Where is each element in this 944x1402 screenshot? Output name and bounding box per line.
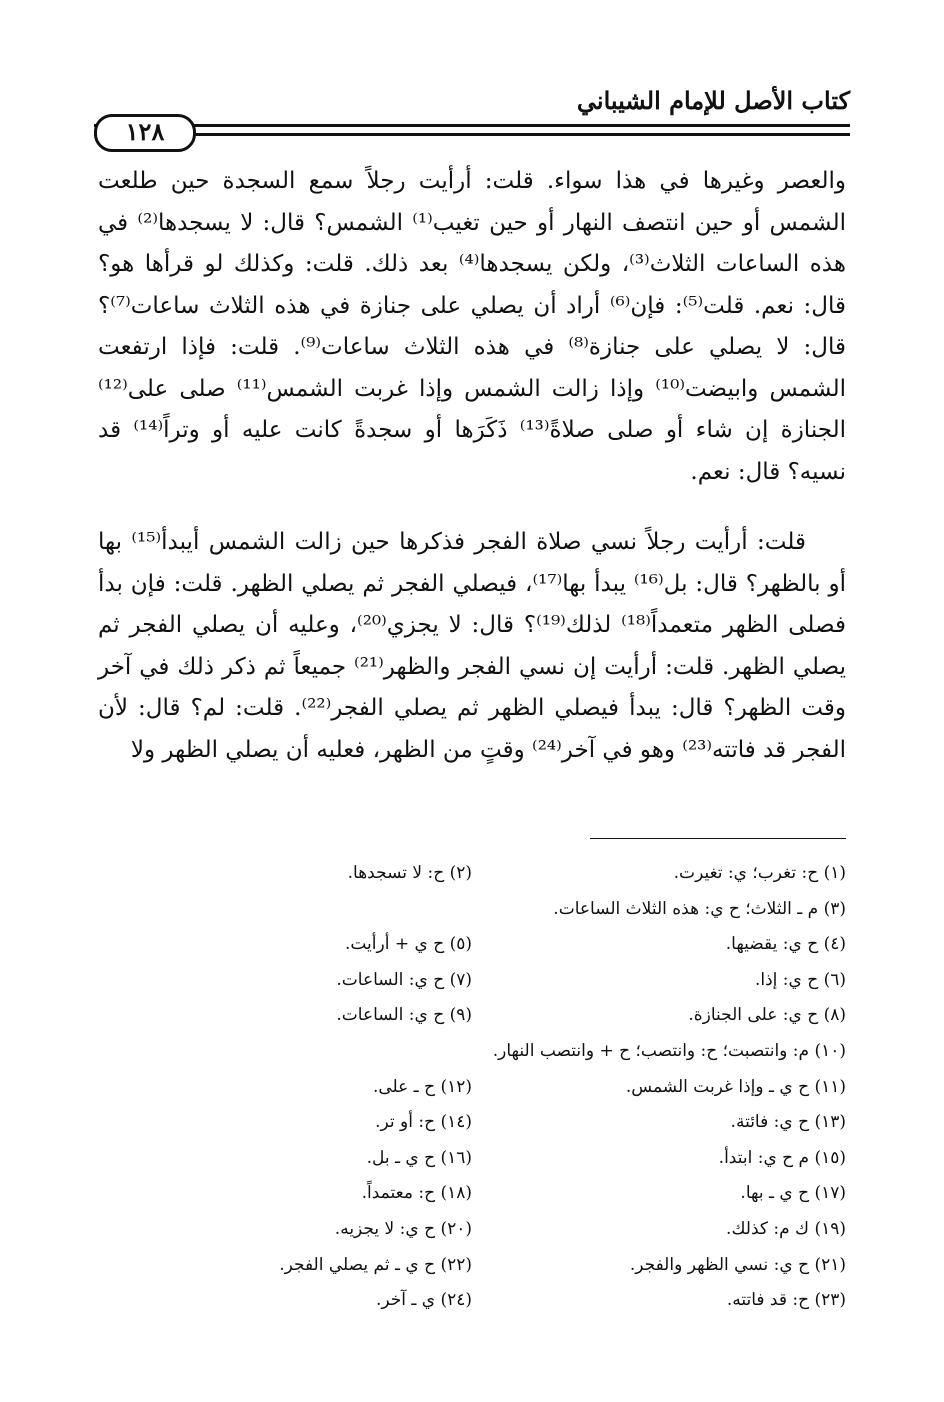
footnote-16: (١٦) ح ي ـ بل. bbox=[366, 1147, 472, 1168]
footnote-6: (٦) ح ي: إذا. bbox=[754, 969, 846, 990]
footnote-1: (١) ح: تغرب؛ ي: تغيرت. bbox=[673, 863, 846, 883]
footnote-10: (١٠) م: وانتصبت؛ ح: وانتصب؛ ح + وانتصب النهار. bbox=[492, 1040, 846, 1061]
footnote-15: (١٥) م ح ي: ابتدأ. bbox=[718, 1147, 846, 1168]
footnote-row bbox=[98, 856, 846, 892]
footnote-11: (١١) ح ي ـ وإذا غربت الشمس. bbox=[625, 1076, 846, 1097]
footnote-2: (٢) ح: لا تسجدها. bbox=[347, 863, 472, 883]
footnote-14: (١٤) ح: أو تر. bbox=[375, 1112, 472, 1133]
footnote-24: (٢٤) ي ـ آخر. bbox=[375, 1290, 472, 1311]
paragraph-2: قلت: أرأيت رجلاً نسي صلاة الفجر فذكرها حين زالت الشمس أيبدأ⁽¹⁵⁾ بها أو بالظهر؟ قال: بل⁽¹⁶⁾ يبدأ بها⁽¹⁷⁾، فيصلي الفجر ثم يصلي الظهر. قلت: فإن بدأ فصلى الظهر متعمداً⁽¹⁸⁾ لذلك⁽¹⁹⁾؟ قال: لا يجزي⁽²⁰⁾، وعليه أن يصلي الفجر ثم يصلي الظهر. قلت: أرأيت إن نسي الفجر والظهر⁽²¹⁾ جميعاً ثم ذكر ذلك في آخر وقت الظهر؟ قال: يبدأ فيصلي الظهر ثم يصلي الفجر⁽²²⁾. قلت: لم؟ قال: لأن الفجر قد فاتته⁽²³⁾ وهو في آخر⁽²⁴⁾ وقتٍ من الظهر، فعليه أن يصلي الظهر ولا bbox=[98, 529, 846, 763]
footnote-row bbox=[98, 1034, 846, 1070]
footnote-23: (٢٣) ح: قد فاتته. bbox=[726, 1290, 846, 1311]
footnote-row bbox=[98, 1212, 846, 1248]
footnote-12: (١٢) ح ـ على. bbox=[372, 1076, 472, 1097]
footnote-21: (٢١) ح ي: نسي الظهر والفجر. bbox=[629, 1254, 846, 1275]
book-title: كتاب الأصل للإمام الشيباني bbox=[576, 86, 850, 115]
footnote-row bbox=[98, 1176, 846, 1212]
footnote-row bbox=[98, 1248, 846, 1284]
footnote-18: (١٨) ح: معتمداً. bbox=[361, 1183, 472, 1204]
footnote-row bbox=[98, 892, 846, 928]
footnote-19: (١٩) ك م: كذلك. bbox=[726, 1218, 846, 1239]
footnote-row bbox=[98, 1070, 846, 1106]
footnote-4: (٤) ح ي: يقضيها. bbox=[725, 934, 846, 955]
header-rule-bottom bbox=[94, 133, 850, 136]
header-rule-top bbox=[94, 124, 850, 127]
footnote-9: (٩) ح ي: الساعات. bbox=[336, 1005, 472, 1026]
footnote-row bbox=[98, 998, 846, 1034]
footnote-row bbox=[98, 1105, 846, 1141]
footnote-22: (٢٢) ح ي ـ ثم يصلي الفجر. bbox=[279, 1254, 472, 1275]
footnote-3: (٣) م ـ الثلاث؛ ح ي: هذه الثلاث الساعات. bbox=[553, 898, 846, 919]
page-number-badge: ١٢٨ bbox=[94, 114, 196, 152]
footnote-17: (١٧) ح ي ـ بها. bbox=[740, 1183, 846, 1204]
footnote-5: (٥) ح ي + أرأيت. bbox=[344, 934, 472, 955]
footnote-separator bbox=[590, 838, 846, 839]
footnote-20: (٢٠) ح ي: لا يجزيه. bbox=[334, 1218, 472, 1239]
paragraph-1: والعصر وغيرها في هذا سواء. قلت: أرأيت رجلاً سمع السجدة حين طلعت الشمس أو حين انتصف النهار أو حين تغيب⁽¹⁾ الشمس؟ قال: لا يسجدها⁽²⁾ في هذه الساعات الثلاث⁽³⁾، ولكن يسجدها⁽⁴⁾ بعد ذلك. قلت: وكذلك لو قرأها هو؟ قال: نعم. قلت⁽⁵⁾: فإن⁽⁶⁾ أراد أن يصلي على جنازة في هذه الثلاث ساعات⁽⁷⁾؟ قال: لا يصلي على جنازة⁽⁸⁾ في هذه الثلاث ساعات⁽⁹⁾. قلت: فإذا ارتفعت الشمس وابيضت⁽¹⁰⁾ وإذا زالت الشمس وإذا غربت الشمس⁽¹¹⁾ صلى على⁽¹²⁾ الجنازة إن شاء أو صلى صلاةً⁽¹³⁾ ذَكَرَها أو سجدةً كانت عليه أو وتراً⁽¹⁴⁾ قد نسيه؟ قال: نعم. bbox=[98, 168, 847, 485]
footnote-13: (١٣) ح ي: فائتة. bbox=[730, 1112, 846, 1133]
footnote-8: (٨) ح ي: على الجنازة. bbox=[688, 1005, 846, 1026]
footnote-row bbox=[98, 963, 846, 999]
footnote-7: (٧) ح ي: الساعات. bbox=[336, 969, 472, 990]
footnotes bbox=[98, 856, 846, 1319]
footnote-row bbox=[98, 1283, 846, 1319]
footnote-row bbox=[98, 927, 846, 963]
footnote-row bbox=[98, 1141, 846, 1177]
